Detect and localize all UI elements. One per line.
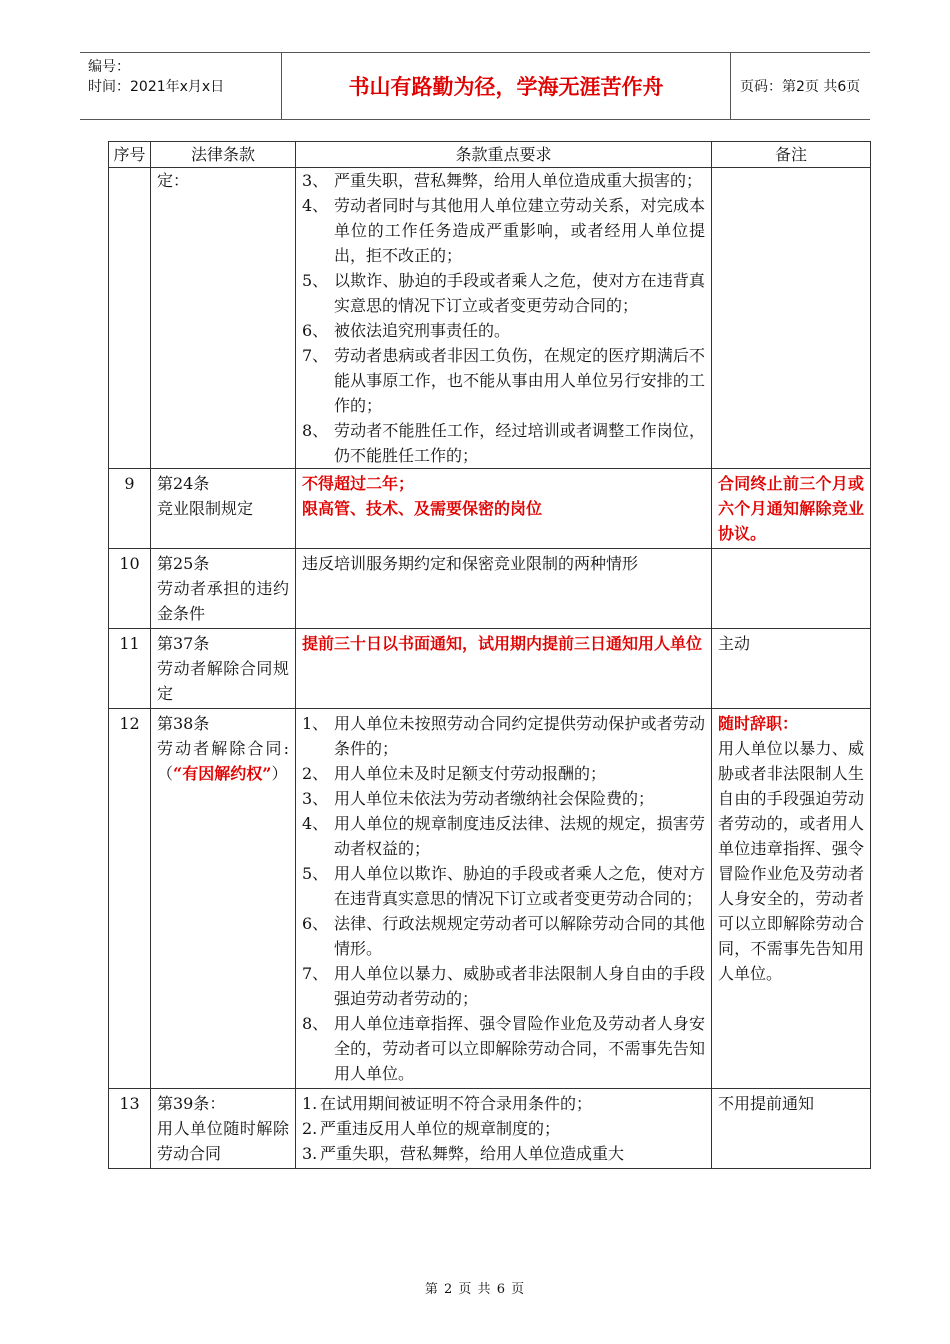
number-label: 编号：	[88, 59, 130, 75]
item-list	[302, 1091, 705, 1166]
list-item: 5、 以欺诈、胁迫的手段或者乘人之危，使对方在违背真实意思的情况下订立或者变更劳动合同的；	[302, 271, 705, 315]
cell-law: 定：	[151, 168, 296, 469]
cell-note: 合同终止前三个月或六个月通知解除竞业协议。	[712, 469, 871, 549]
cell-num: 11	[109, 629, 151, 709]
table-header-row	[109, 142, 871, 168]
cell-note	[712, 168, 871, 469]
list-item: 6、 被依法追究刑事责任的。	[302, 321, 511, 340]
cell-law	[151, 1089, 296, 1169]
cell-req: 违反培训服务期约定和保密竞业限制的两种情形	[296, 549, 712, 629]
list-item: 3. 严重失职，营私舞弊，给用人单位造成重大	[302, 1144, 625, 1163]
header-meta	[80, 53, 280, 119]
cell-req	[296, 1089, 712, 1169]
cell-law	[151, 469, 296, 549]
article-title: 竞业限制规定	[157, 499, 254, 518]
header-note: 备注	[712, 142, 871, 168]
cell-note: 主动	[712, 629, 871, 709]
article-title: 用人单位随时解除劳动合同	[157, 1119, 289, 1163]
list-item: 4、 用人单位的规章制度违反法律、法规的规定，损害劳动者权益的；	[302, 814, 705, 858]
cell-num	[109, 168, 151, 469]
header-page-code: 页码：第2页 共6页	[740, 79, 861, 95]
table-row-12	[109, 709, 871, 1089]
cell-req	[296, 168, 712, 469]
article: 第24条	[157, 474, 210, 493]
list-item: 2、 用人单位未及时足额支付劳动报酬的；	[302, 764, 607, 783]
list-item: 2. 严重违反用人单位的规章制度的；	[302, 1119, 561, 1138]
header-slogan: 书山有路勤为径，学海无涯苦作舟	[281, 53, 731, 119]
cell-num: 10	[109, 549, 151, 629]
table-row-10	[109, 549, 871, 629]
list-item: 1. 在试用期间被证明不符合录用条件的；	[302, 1094, 593, 1113]
page-footer: 第 2 页 共 6 页	[424, 1282, 526, 1297]
list-item: 7、 劳动者患病或者非因工负伤，在规定的医疗期满后不能从事原工作，也不能从事由用人单位另行安排的工作的；	[302, 346, 705, 415]
list-item: 8、 用人单位违章指挥、强令冒险作业危及劳动者人身安全的，劳动者可以立即解除劳动合同，不需事先告知用人单位。	[302, 1014, 705, 1083]
list-item: 6、 法律、行政法规规定劳动者可以解除劳动合同的其他情形。	[302, 914, 705, 958]
cell-num: 13	[109, 1089, 151, 1169]
cell-law	[151, 709, 296, 1089]
list-item: 1、 用人单位未按照劳动合同约定提供劳动保护或者劳动条件的；	[302, 714, 705, 758]
item-list	[302, 711, 705, 1086]
header-req: 条款重点要求	[296, 142, 712, 168]
cell-note: 不用提前通知	[712, 1089, 871, 1169]
list-item: 3、 严重失职，营私舞弊，给用人单位造成重大损害的；	[302, 171, 703, 190]
article: 第37条	[157, 634, 210, 653]
cell-law	[151, 629, 296, 709]
cell-req	[296, 709, 712, 1089]
table-row-continued	[109, 168, 871, 469]
page-header	[80, 52, 870, 120]
article: 第39条：	[157, 1094, 226, 1113]
header-num: 序号	[109, 142, 151, 168]
header-law: 法律条款	[151, 142, 296, 168]
cell-num: 12	[109, 709, 151, 1089]
table-row-13	[109, 1089, 871, 1169]
article: 第25条	[157, 554, 210, 573]
list-item: 4、 劳动者同时与其他用人单位建立劳动关系，对完成本单位的工作任务造成严重影响，或者经用人单位提出，拒不改正的；	[302, 196, 705, 265]
list-item: 3、 用人单位未依法为劳动者缴纳社会保险费的；	[302, 789, 655, 808]
law-table	[108, 141, 871, 1169]
article: 第38条	[157, 714, 210, 733]
cell-num: 9	[109, 469, 151, 549]
note-text: 用人单位以暴力、威胁或者非法限制人生自由的手段强迫劳动者劳动的，或者用人单位违章指挥、强令冒险作业危及劳动者人身安全的，劳动者可以立即解除劳动合同，不需事先告知用人单位。	[718, 739, 864, 983]
note-heading: 随时辞职：	[718, 714, 799, 733]
list-item: 5、 用人单位以欺诈、胁迫的手段或者乘人之危，使对方在违背真实意思的情况下订立或者变更劳动合同的；	[302, 864, 705, 908]
table-row-9	[109, 469, 871, 549]
item-list	[302, 168, 705, 468]
cell-law	[151, 549, 296, 629]
cell-req	[296, 469, 712, 549]
article-title: 劳动者解除合同规定	[157, 659, 289, 703]
time-label: 时间：2021年x月x日	[88, 79, 225, 95]
list-item: 8、 劳动者不能胜任工作，经过培训或者调整工作岗位，仍不能胜任工作的；	[302, 421, 705, 465]
article-title: 劳动者承担的违约金条件	[157, 579, 289, 623]
cell-note	[712, 549, 871, 629]
list-item: 7、 用人单位以暴力、威胁或者非法限制人身自由的手段强迫劳动者劳动的；	[302, 964, 705, 1008]
article-title: 劳动者解除合同:（“有因解约权”）	[157, 739, 289, 783]
table-row-11	[109, 629, 871, 709]
req-line: 不得超过二年；	[302, 474, 415, 493]
cell-req: 提前三十日以书面通知，试用期内提前三日通知用人单位	[296, 629, 712, 709]
req-line: 限高管、技术、及需要保密的岗位	[302, 499, 543, 518]
cell-note	[712, 709, 871, 1089]
